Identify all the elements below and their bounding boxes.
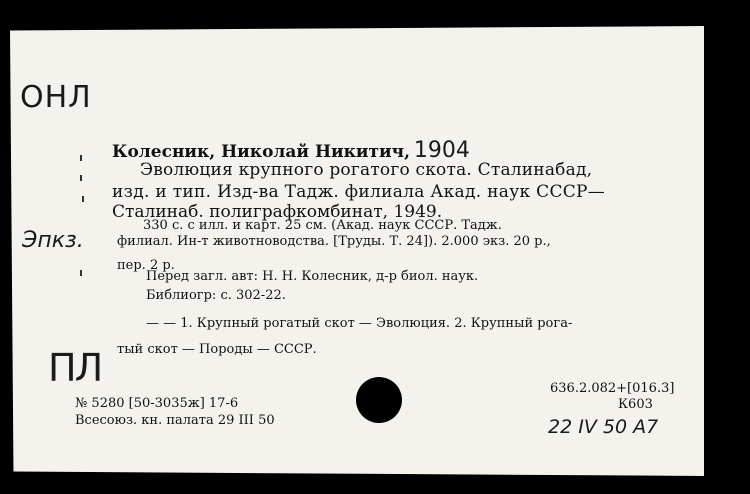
description-line-2: филиал. Ин-т животноводства. [Труды. Т. 24]). 2.000 экз. 20 р., — [117, 234, 551, 249]
margin-handwriting: Эпкз. — [22, 228, 84, 253]
author-birth-year: 1904 — [413, 138, 470, 163]
shelf-code: К603 — [618, 397, 653, 412]
handwritten-mark: ПЛ — [48, 346, 102, 390]
margin-tick — [80, 175, 82, 181]
margin-tick — [82, 196, 84, 202]
corner-mark: ОНЛ — [20, 80, 92, 115]
card-number: № 5280 [50-3035ж] 17-6 — [75, 396, 239, 411]
margin-tick — [80, 270, 82, 276]
publisher-line: Всесоюз. кн. палата 29 III 50 — [75, 413, 275, 428]
subject-line-2: тый скот — Породы — СССР. — [117, 342, 317, 357]
handwritten-code: 22 IV 50 А7 — [548, 416, 659, 438]
note-line-1: Перед загл. авт: Н. Н. Колесник, д-р биол. наук. — [146, 269, 479, 284]
description-line-1: 330 с. с илл. и карт. 25 см. (Акад. наук СССР. Тадж. — [143, 218, 502, 233]
description-line-3: пер. 2 р. — [117, 258, 175, 273]
title-line-1: Эволюция крупного рогатого скота. Сталинабад, — [140, 160, 593, 180]
margin-tick — [80, 155, 82, 161]
note-line-2: Библиогр: с. 302-22. — [146, 288, 286, 303]
title-line-2: изд. и тип. Изд-ва Тадж. филиала Акад. наук СССР— — [112, 182, 606, 202]
author-name: Колесник, Николай Никитич, — [112, 142, 410, 162]
title-line-3: Сталинаб. полиграфкомбинат, 1949. — [112, 202, 443, 222]
udc-code: 636.2.082+[016.3] — [550, 381, 675, 396]
subject-line-1: — — 1. Крупный рогатый скот — Эволюция. 2. Крупный рога- — [146, 316, 573, 331]
punch-hole — [356, 377, 402, 423]
